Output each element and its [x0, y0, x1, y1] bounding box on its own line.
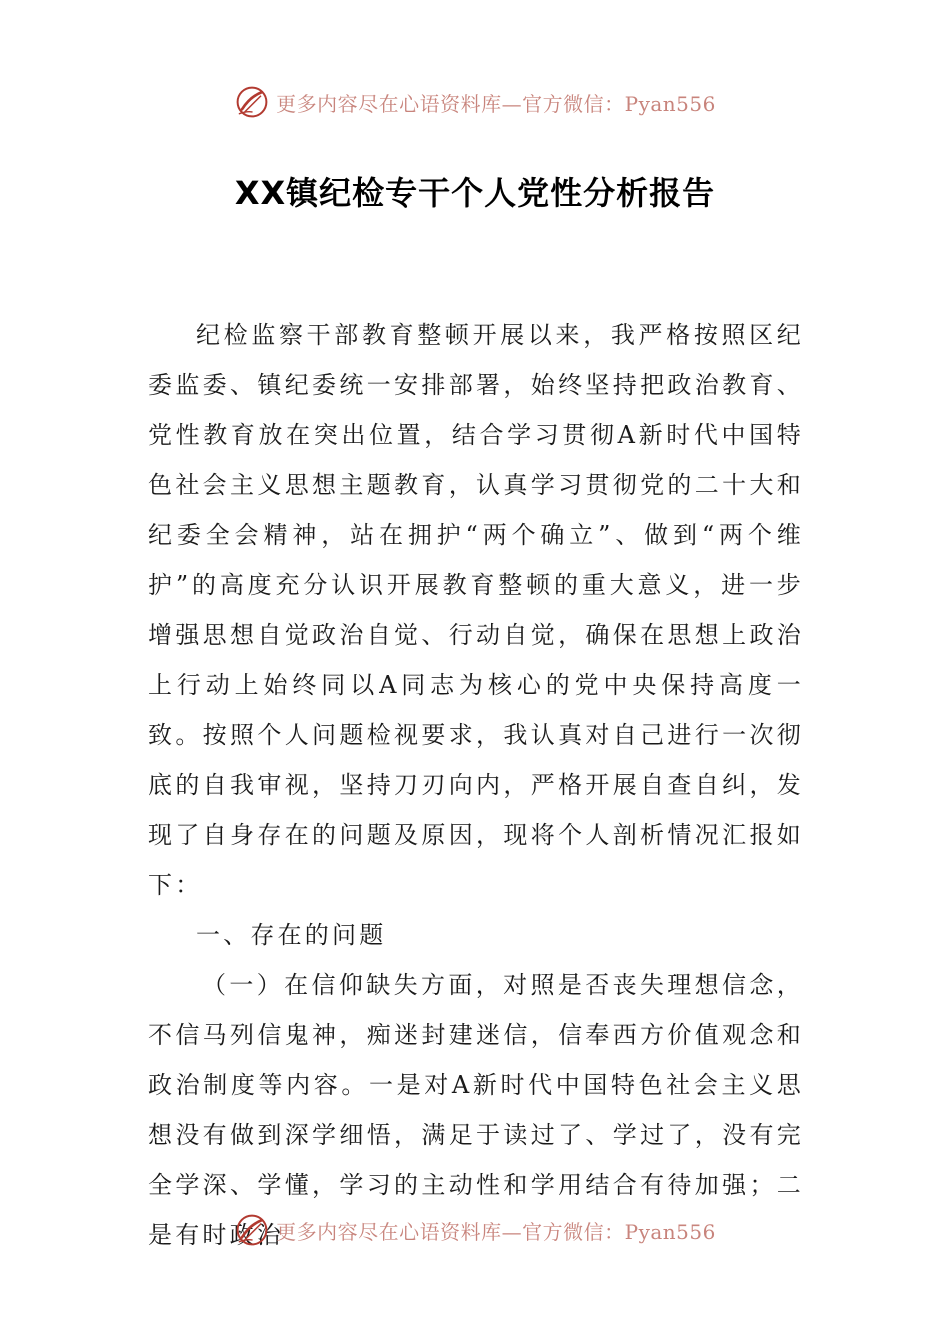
watermark-text: 更多内容尽在心语资料库—官方微信：Pyan556 — [276, 91, 716, 116]
document-body — [148, 310, 804, 1260]
section-heading: 一、存在的问题 — [196, 921, 387, 949]
pen-logo-icon — [234, 84, 270, 120]
intro-paragraph: 纪检监察干部教育整顿开展以来，我严格按照区纪委监委、镇纪委统一安排部署，始终坚持把政治教育、党性教育放在突出位置，结合学习贯彻A新时代中国特色社会主义思想主题教育，认真学习贯彻党的二十大和纪委全会精神，站在拥护“两个确立”、做到“两个维护”的高度充分认识开展教育整顿的重大意义，进一步增强思想自觉政治自觉、行动自觉，确保在思想上政治上行动上始终同以A同志为核心的党中央保持高度一致。按照个人问题检视要求，我认真对自己进行一次彻底的自我审视，坚持刀刃向内，严格开展自查自纠，发现了自身存在的问题及原因，现将个人剖析情况汇报如下： — [148, 321, 804, 899]
document-title: XX镇纪检专干个人党性分析报告 — [234, 174, 716, 212]
watermark-text: 更多内容尽在心语资料库—官方微信：Pyan556 — [276, 1219, 716, 1244]
pen-logo-icon — [234, 1212, 270, 1248]
footer-watermark-banner — [0, 1208, 950, 1252]
subsection-paragraph: （一）在信仰缺失方面，对照是否丧失理想信念，不信马列信鬼神，痴迷封建迷信，信奉西方价值观念和政治制度等内容。一是对A新时代中国特色社会主义思想没有做到深学细悟，满足于读过了、学过了，没有完全学深、学懂，学习的主动性和学用结合有待加强；二是有时政治 — [148, 971, 804, 1249]
header-watermark-banner — [0, 80, 950, 124]
